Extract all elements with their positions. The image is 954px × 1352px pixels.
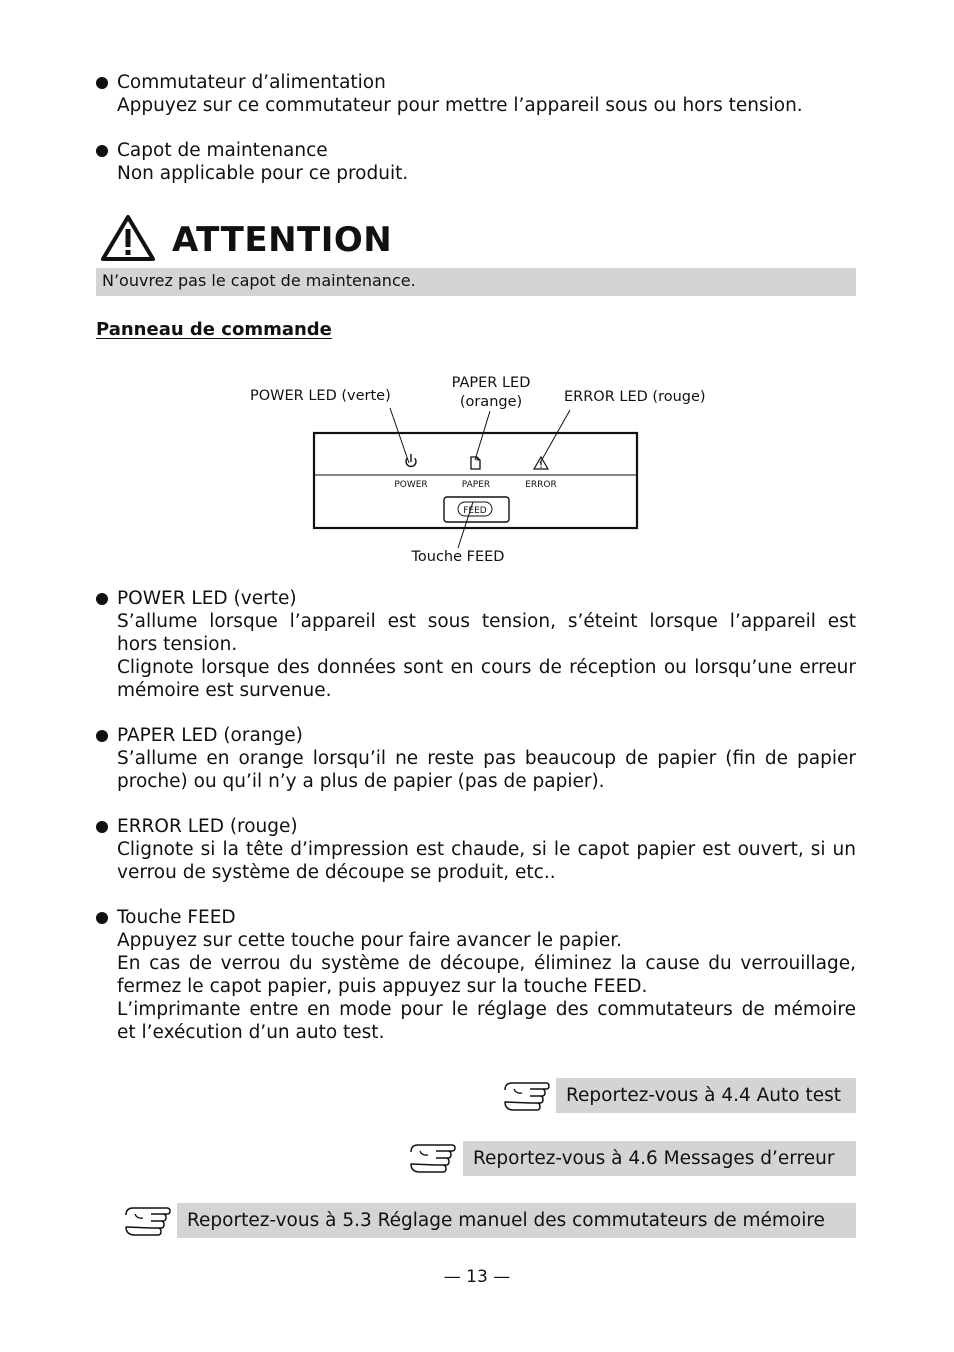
item-line: mémoire est survenue.: [117, 680, 332, 701]
bullet: [96, 145, 108, 157]
bullet: [96, 912, 108, 924]
item-line: fermez le capot papier, puis appuyez sur la touche FEED.: [117, 976, 648, 997]
attention-message-bar: [96, 268, 856, 296]
item-line: En cas de verrou du système de découpe, éliminez la cause du verrouillage,: [117, 953, 856, 974]
reference-error-messages[interactable]: [463, 1141, 856, 1176]
item-title: ERROR LED (rouge): [117, 816, 298, 837]
item-paper-led: [117, 724, 856, 793]
bullet: [96, 77, 108, 89]
item-maintenance-cover: [117, 139, 856, 185]
reference-text: Reportez-vous à 5.3 Réglage manuel des commutateurs de mémoire: [187, 1210, 825, 1231]
item-error-led: [117, 815, 856, 884]
item-title: Capot de maintenance: [117, 140, 328, 161]
item-line: Clignote lorsque des données sont en cours de réception ou lorsqu’une erreur: [117, 657, 856, 678]
error-caption: ERROR: [525, 480, 557, 490]
item-line: proche) ou qu’il n’y a plus de papier (pas de papier).: [117, 771, 605, 792]
feed-key-caption: FEED: [463, 506, 487, 516]
item-line: Clignote si la tête d’impression est chaude, si le capot papier est ouvert, si un: [117, 839, 856, 860]
pointing-hand-icon: [123, 1205, 173, 1241]
item-line: Appuyez sur ce commutateur pour mettre l’appareil sous ou hors tension.: [117, 95, 803, 116]
item-title: Touche FEED: [117, 907, 236, 928]
paper-led-label: PAPER LED: [451, 375, 531, 391]
item-title: Commutateur d’alimentation: [117, 72, 386, 93]
error-icon: [534, 457, 548, 469]
error-led-label: ERROR LED (rouge): [564, 389, 706, 405]
paper-led-label-color: (orange): [459, 394, 523, 410]
item-feed-key: [117, 906, 856, 1044]
attention-title: ATTENTION: [172, 220, 393, 260]
attention-message: N’ouvrez pas le capot de maintenance.: [102, 271, 416, 290]
pointing-hand-icon: [502, 1080, 552, 1116]
power-caption: POWER: [394, 480, 428, 490]
item-line: Non applicable pour ce produit.: [117, 163, 409, 184]
item-line: L’imprimante entre en mode pour le réglage des commutateurs de mémoire: [117, 999, 856, 1020]
section-title: Panneau de commande: [96, 319, 332, 340]
reference-memory-switches[interactable]: [177, 1203, 856, 1238]
item-line: hors tension.: [117, 634, 238, 655]
reference-text: Reportez-vous à 4.4 Auto test: [566, 1085, 841, 1106]
item-line: et l’exécution d’un auto test.: [117, 1022, 385, 1043]
bullet: [96, 593, 108, 605]
page-number: — 13 —: [443, 1267, 511, 1287]
bullet: [96, 821, 108, 833]
control-panel-diagram: [240, 368, 720, 568]
reference-auto-test[interactable]: [556, 1078, 856, 1113]
item-power-switch: [117, 71, 856, 117]
feed-key-label: Touche FEED: [411, 549, 505, 565]
bullet: [96, 730, 108, 742]
item-line: S’allume en orange lorsqu’il ne reste pas beaucoup de papier (fin de papier: [117, 748, 856, 769]
paper-caption: PAPER: [461, 480, 491, 490]
power-icon: [406, 454, 416, 466]
reference-text: Reportez-vous à 4.6 Messages d’erreur: [473, 1148, 835, 1169]
item-line: S’allume lorsque l’appareil est sous tension, s’éteint lorsque l’appareil est: [117, 611, 856, 632]
power-led-label: POWER LED (verte): [250, 388, 391, 404]
pointing-hand-icon: [408, 1142, 458, 1178]
item-line: Appuyez sur cette touche pour faire avancer le papier.: [117, 930, 623, 951]
item-line: verrou de système de découpe se produit, etc..: [117, 862, 556, 883]
item-power-led: [117, 587, 856, 702]
warning-triangle-icon: [100, 214, 156, 262]
item-title: POWER LED (verte): [117, 588, 297, 609]
item-title: PAPER LED (orange): [117, 725, 303, 746]
